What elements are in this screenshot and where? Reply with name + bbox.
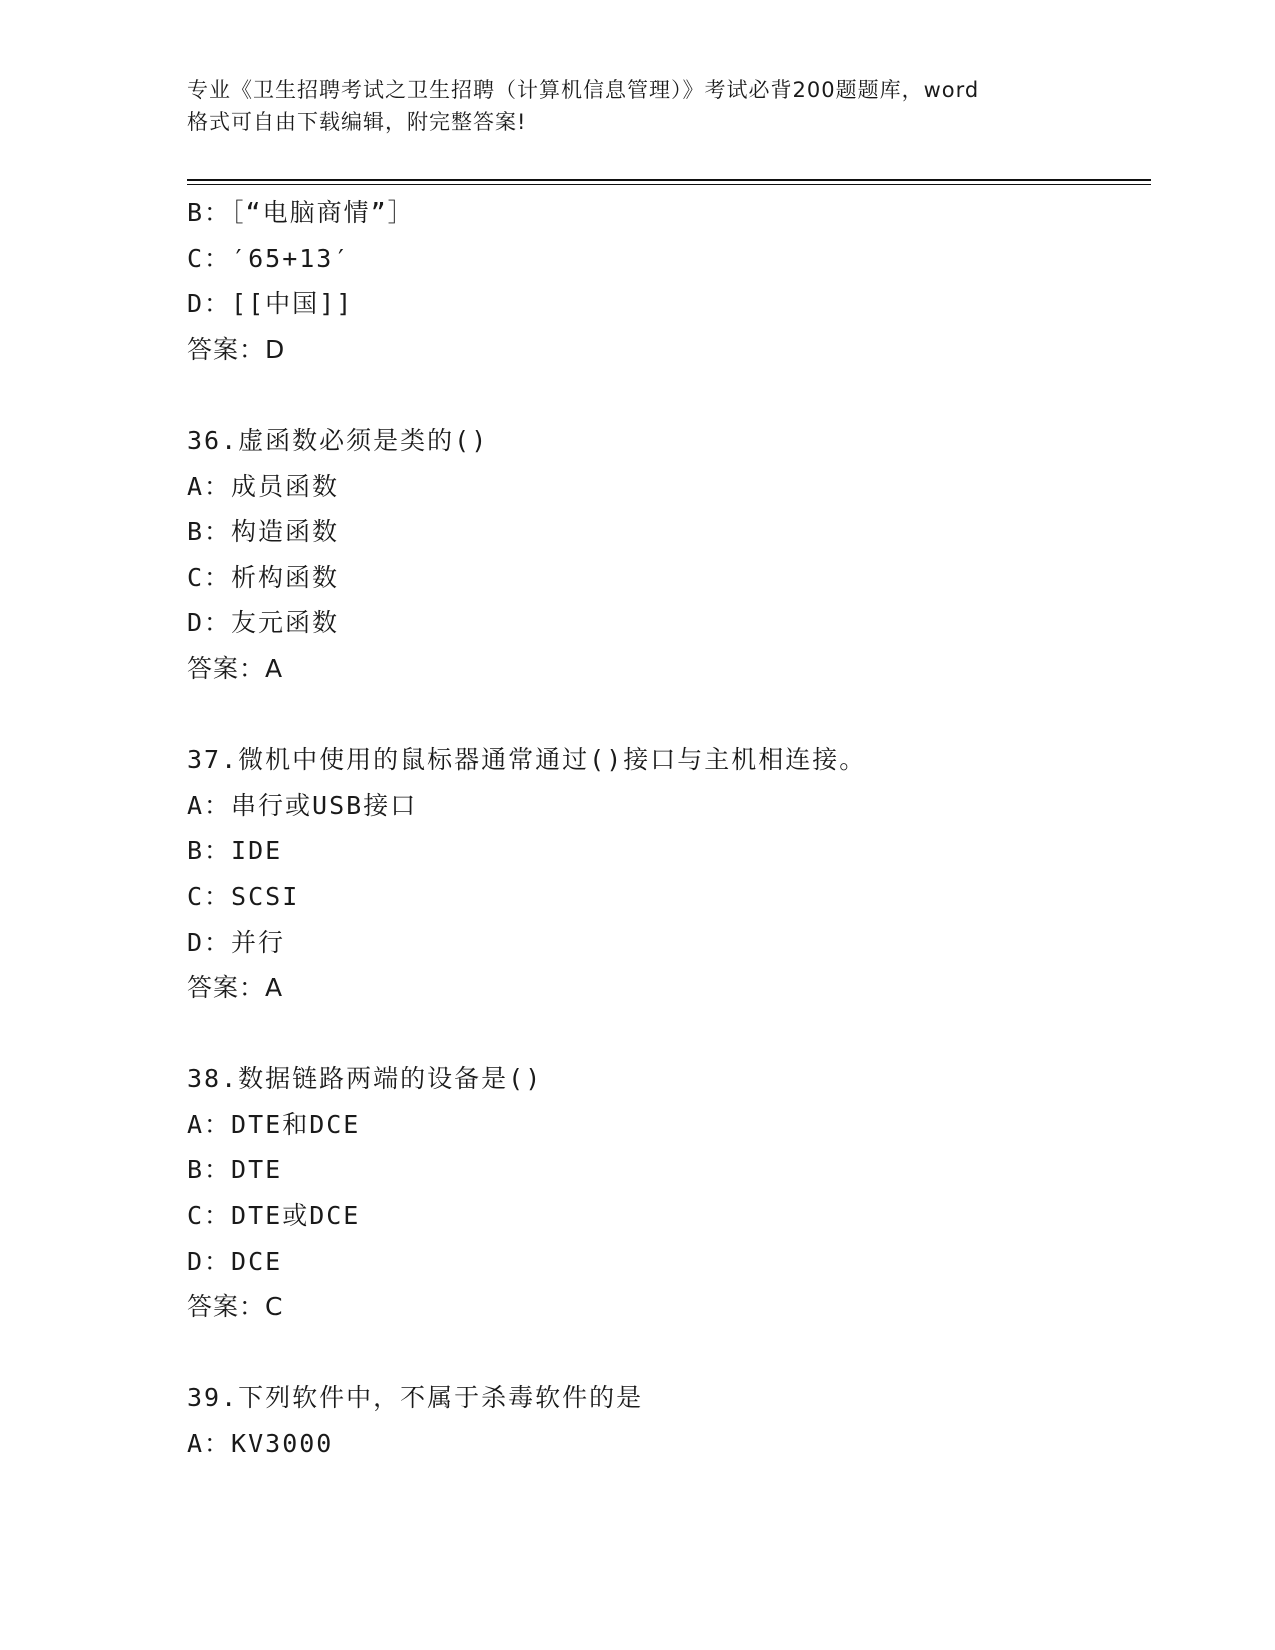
question-list	[187, 190, 1147, 1467]
header-divider-thin	[187, 184, 1151, 185]
question-35-continued	[187, 190, 1147, 372]
question-stem: 37.微机中使用的鼠标器通常通过()接口与主机相连接。	[187, 745, 867, 775]
option-c: C：析构函数	[187, 562, 340, 592]
spacer	[187, 372, 1147, 418]
option-c: C：DTE或DCE	[187, 1201, 361, 1231]
option-c: C：SCSI	[187, 881, 300, 911]
option-b: B：DTE	[187, 1155, 283, 1185]
option-d: D：并行	[187, 927, 286, 957]
option-c: C：′65+13′	[187, 243, 351, 273]
document-header	[187, 74, 1087, 138]
question-stem: 36.虚函数必须是类的()	[187, 425, 489, 455]
question-stem: 38.数据链路两端的设备是()	[187, 1064, 543, 1094]
option-a: A：串行或USB接口	[187, 790, 418, 820]
answer-line: 答案：C	[187, 1292, 284, 1322]
option-b: B：［“电脑商情”］	[187, 198, 415, 227]
question-37	[187, 737, 1147, 1011]
question-36	[187, 418, 1147, 692]
spacer	[187, 692, 1147, 738]
header-divider-thick	[187, 179, 1151, 181]
header-line-2: 格式可自由下载编辑，附完整答案!	[187, 110, 527, 134]
option-d: D：DCE	[187, 1246, 283, 1276]
question-38	[187, 1056, 1147, 1330]
option-b: B：构造函数	[187, 517, 340, 547]
question-stem: 39.下列软件中，不属于杀毒软件的是	[187, 1383, 644, 1413]
header-line-1: 专业《卫生招聘考试之卫生招聘（计算机信息管理）》考试必背200题题库，word	[187, 78, 980, 102]
spacer	[187, 1011, 1147, 1057]
question-39	[187, 1375, 1147, 1466]
spacer	[187, 1330, 1147, 1376]
option-d: D：友元函数	[187, 608, 340, 638]
option-a: A：KV3000	[187, 1429, 334, 1459]
answer-line: 答案：D	[187, 334, 286, 364]
option-a: A：DTE和DCE	[187, 1109, 361, 1139]
option-b: B：IDE	[187, 836, 283, 866]
answer-line: 答案：A	[187, 653, 284, 683]
option-d: D：[[中国]]	[187, 289, 354, 319]
answer-line: 答案：A	[187, 973, 284, 1003]
option-a: A：成员函数	[187, 471, 340, 501]
